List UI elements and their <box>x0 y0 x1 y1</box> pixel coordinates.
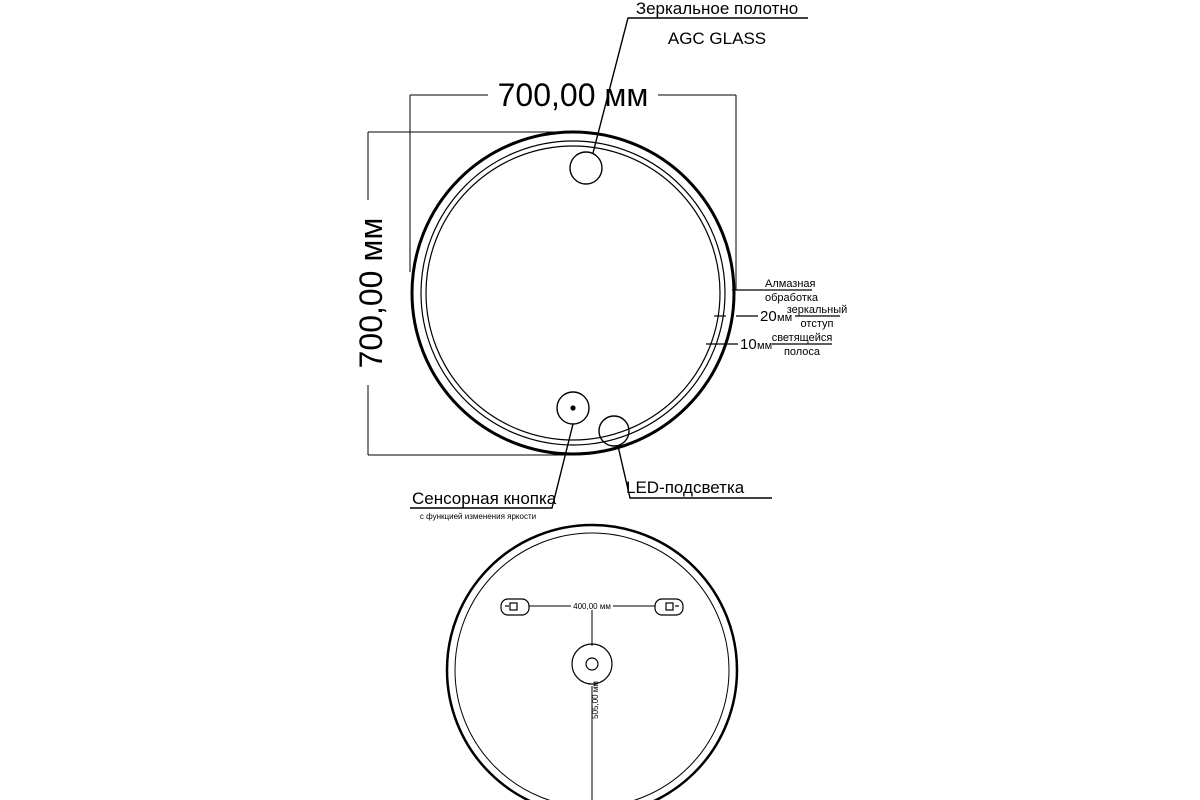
mount-height-label: 505,00 мм <box>591 681 600 719</box>
bracket-right-slot <box>666 603 673 610</box>
width-label: 700,00 мм <box>497 77 649 113</box>
offset-label-2: отступ <box>800 318 834 330</box>
strip-label: светящейся <box>771 332 833 344</box>
strip-label-2: полоса <box>783 346 821 358</box>
height-label: 700,00 мм <box>353 217 389 369</box>
mirror-label: Зеркальное полотно <box>635 0 799 18</box>
mount-spacing-label: 400,00 мм <box>573 602 611 611</box>
button-sublabel: с функцией изменения яркости <box>419 512 537 521</box>
power-hub-outer <box>572 644 612 684</box>
bevel-label: Алмазная <box>765 278 816 290</box>
bracket-left-slot <box>510 603 517 610</box>
strip-value: 10 <box>740 336 757 353</box>
mirror-bevel-edge <box>421 141 725 445</box>
mount-bracket-right <box>655 599 683 615</box>
offset-unit: мм <box>777 312 793 324</box>
mirror-brand-label: AGC GLASS <box>667 29 767 48</box>
bracket-right-body <box>655 599 683 615</box>
offset-value: 20 <box>760 308 777 325</box>
button-label: Сенсорная кнопка <box>412 489 557 508</box>
mount-bracket-left <box>501 599 529 615</box>
offset-label: зеркальный <box>786 304 848 316</box>
led-strip-ring <box>426 146 720 440</box>
touch-button-dot <box>570 405 575 410</box>
back-view <box>447 525 737 800</box>
bracket-left-body <box>501 599 529 615</box>
led-label: LED-подсветка <box>626 478 745 497</box>
power-hub-inner <box>586 658 598 670</box>
strip-unit: мм <box>757 340 773 352</box>
mirror-callout-circle <box>570 152 602 184</box>
bevel-label-2: обработка <box>765 292 819 304</box>
